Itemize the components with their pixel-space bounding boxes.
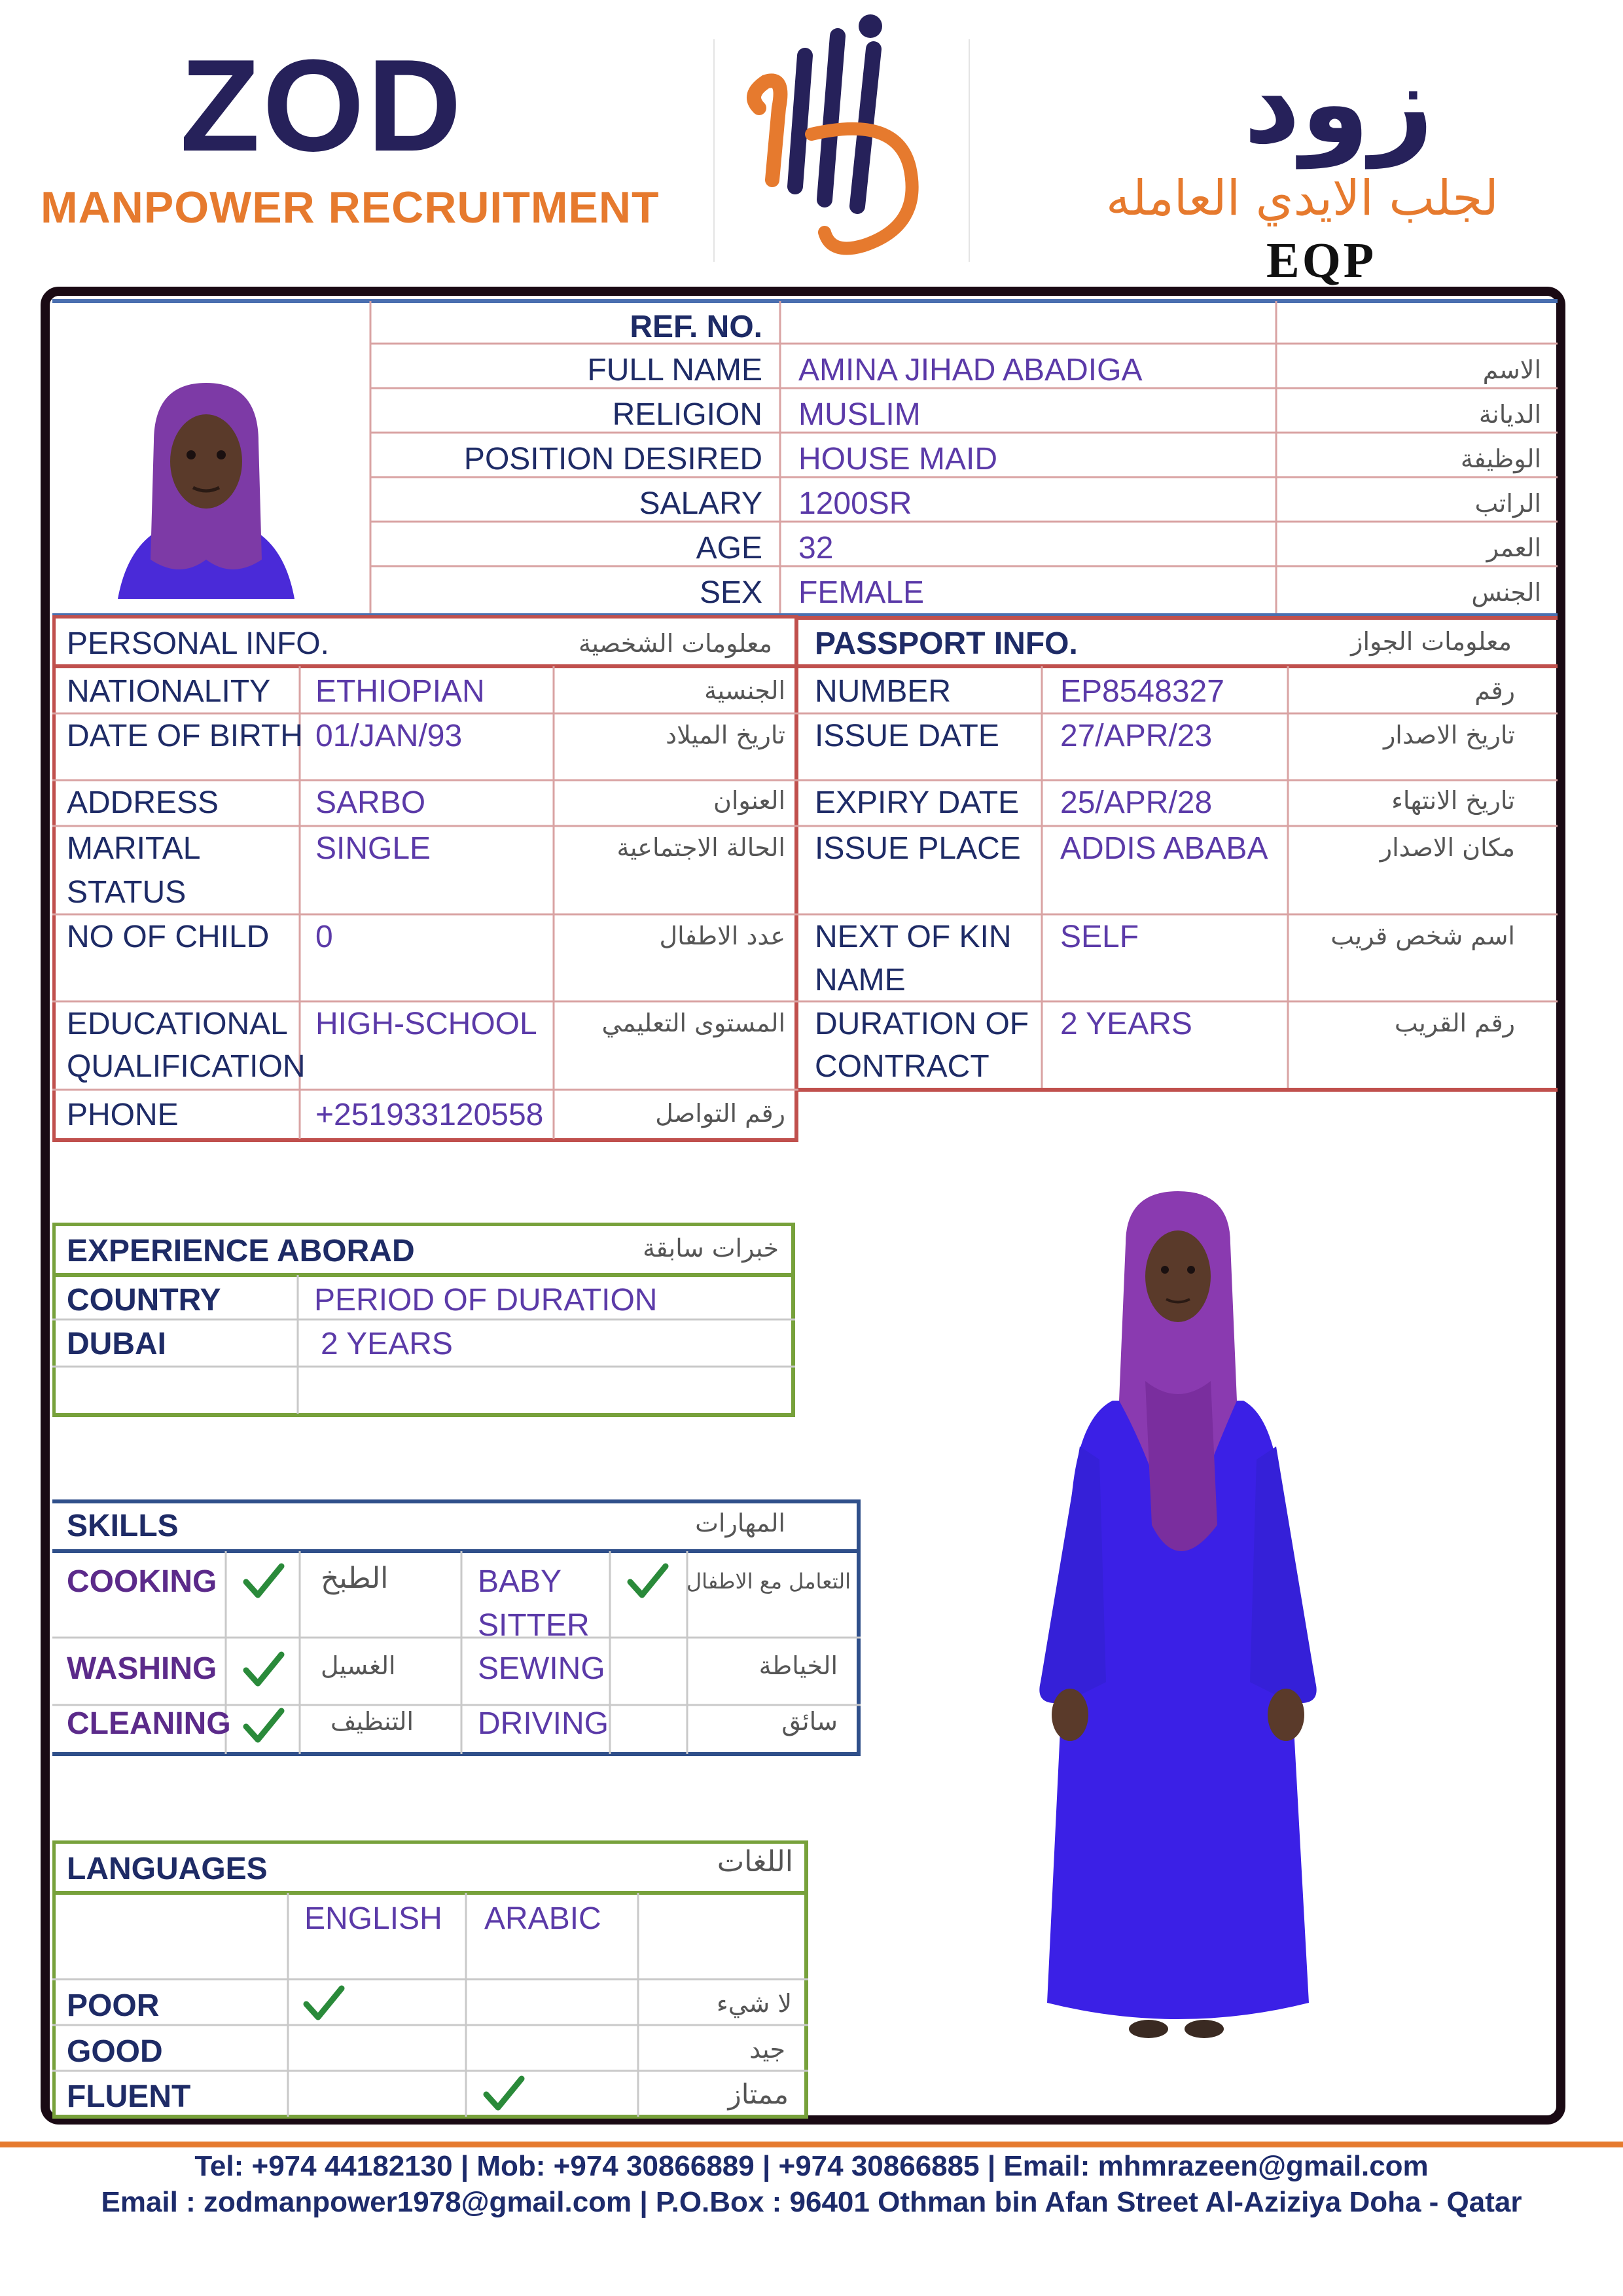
languages-col-arabic: ARABIC	[484, 1901, 601, 1936]
full-name-ar: الاسم	[1482, 355, 1541, 384]
level-fluent-ar: ممتاز	[728, 2078, 789, 2110]
skill-driving: DRIVING	[478, 1706, 609, 1741]
experience-country: DUBAI	[67, 1327, 166, 1361]
footer-address-line: Email : zodmanpower1978@gmail.com | P.O.Box : 96401 Othman bin Afan Street Al-Aziziya Doha - Qatar	[101, 2186, 1522, 2218]
skill-cooking-ar: الطبخ	[321, 1562, 389, 1595]
check-icon	[241, 1649, 287, 1689]
salary-label: SALARY	[639, 486, 762, 521]
skills-title-ar: المهارات	[695, 1509, 785, 1537]
full-name-value: AMINA JIHAD ABADIGA	[798, 353, 1143, 387]
sex-ar: الجنس	[1471, 578, 1541, 607]
header-divider	[969, 39, 970, 262]
check-icon	[241, 1706, 287, 1745]
skill-baby-sitter-2: SITTER	[478, 1608, 590, 1643]
skills-title: SKILLS	[67, 1509, 179, 1543]
expiry-date-value: 25/APR/28	[1060, 785, 1213, 820]
education-ar: المستوى التعليمي	[601, 1009, 785, 1037]
experience-title-ar: خبرات سابقة	[643, 1234, 779, 1263]
address-value: SARBO	[315, 785, 426, 820]
check-icon	[301, 1983, 347, 2022]
position-label: POSITION DESIRED	[463, 442, 762, 476]
dob-label: DATE OF BIRTH	[67, 719, 303, 753]
age-value: 32	[798, 531, 834, 565]
marital-label: MARITAL	[67, 831, 201, 866]
salary-value: 1200SR	[798, 486, 912, 521]
phone-value: +251933120558	[315, 1098, 544, 1132]
skill-sewing-ar: الخياطة	[758, 1651, 838, 1680]
skill-baby-sitter: BABY	[478, 1564, 562, 1599]
skill-cleaning-ar: التنظيف	[330, 1707, 414, 1736]
age-ar: العمر	[1486, 533, 1541, 562]
nationality-label: NATIONALITY	[67, 674, 271, 709]
logo-zod: ZOD	[180, 33, 465, 179]
full-name-label: FULL NAME	[587, 353, 762, 387]
passport-number-value: EP8548327	[1060, 674, 1224, 709]
education-label: EDUCATIONAL	[67, 1007, 288, 1041]
expiry-date-label: EXPIRY DATE	[815, 785, 1020, 820]
salary-ar: الراتب	[1474, 489, 1541, 518]
sex-label: SEX	[699, 575, 762, 610]
skill-washing-ar: الغسيل	[321, 1651, 396, 1680]
languages-col-english: ENGLISH	[304, 1901, 442, 1936]
age-label: AGE	[696, 531, 762, 565]
footer-contact-line: Tel: +974 44182130 | Mob: +974 30866889 | +974 30866885 | Email: mhmrazeen@gmail.com	[194, 2150, 1429, 2182]
contract-label-2: CONTRACT	[815, 1049, 990, 1084]
position-value: HOUSE MAID	[798, 442, 998, 476]
next-of-kin-label-2: NAME	[815, 963, 906, 997]
issue-date-value: 27/APR/23	[1060, 719, 1213, 753]
logo-eqp: EQP	[1266, 233, 1377, 288]
education-label-2: QUALIFICATION	[67, 1049, 306, 1084]
logo-arabic: زود	[1243, 39, 1434, 169]
phone-label: PHONE	[67, 1098, 179, 1132]
nationality-value: ETHIOPIAN	[315, 674, 485, 709]
brand-emblem-icon	[733, 10, 955, 259]
phone-ar: رقم التواصل	[655, 1099, 785, 1128]
languages-title-ar: اللغات	[717, 1845, 793, 1878]
footer-divider	[0, 2142, 1623, 2147]
issue-place-ar: مكان الاصدار	[1380, 833, 1515, 862]
religion-ar: الديانة	[1478, 400, 1541, 429]
passport-number-ar: رقم	[1474, 676, 1515, 705]
issue-place-label: ISSUE PLACE	[815, 831, 1021, 866]
skill-cleaning: CLEANING	[67, 1706, 231, 1741]
marital-label-2: STATUS	[67, 875, 187, 910]
position-ar: الوظيفة	[1460, 444, 1541, 473]
level-good: GOOD	[67, 2034, 163, 2069]
dob-value: 01/JAN/93	[315, 719, 463, 753]
issue-date-label: ISSUE DATE	[815, 719, 999, 753]
contract-ar: رقم القريب	[1394, 1009, 1515, 1037]
marital-value: SINGLE	[315, 831, 431, 866]
nationality-ar: الجنسية	[704, 676, 785, 705]
logo-arabic-subtitle: لجلب الايدي العامله	[1106, 170, 1499, 226]
dob-ar: تاريخ الميلاد	[666, 721, 785, 749]
contract-value: 2 YEARS	[1060, 1007, 1192, 1041]
next-of-kin-label: NEXT OF KIN	[815, 920, 1012, 954]
children-value: 0	[315, 920, 333, 954]
experience-col-country: COUNTRY	[67, 1283, 221, 1318]
experience-title: EXPERIENCE ABORAD	[67, 1234, 415, 1268]
skill-sewing: SEWING	[478, 1651, 605, 1686]
passport-title: PASSPORT INFO.	[815, 626, 1078, 661]
next-of-kin-ar: اسم شخص قريب	[1330, 922, 1515, 950]
level-poor: POOR	[67, 1988, 160, 2023]
full-body-photo	[1021, 1185, 1335, 2075]
check-icon	[241, 1561, 287, 1600]
ref-no-label: REF. NO.	[630, 310, 762, 344]
religion-value: MUSLIM	[798, 397, 921, 432]
passport-number-label: NUMBER	[815, 674, 952, 709]
level-poor-ar: لا شيء	[716, 1989, 792, 2018]
sex-value: FEMALE	[798, 575, 925, 610]
level-fluent: FLUENT	[67, 2079, 191, 2114]
passport-title-ar: معلومات الجواز	[1351, 627, 1512, 656]
next-of-kin-value: SELF	[1060, 920, 1139, 954]
address-ar: العنوان	[713, 786, 785, 815]
skill-baby-sitter-ar: التعامل مع الاطفال	[686, 1569, 851, 1594]
languages-title: LANGUAGES	[67, 1852, 268, 1886]
address-label: ADDRESS	[67, 785, 219, 820]
level-good-ar: جيد	[749, 2035, 785, 2064]
education-value: HIGH-SCHOOL	[315, 1007, 537, 1041]
skill-driving-ar: سائق	[781, 1707, 838, 1736]
children-ar: عدد الاطفال	[659, 922, 785, 950]
religion-label: RELIGION	[612, 397, 762, 432]
issue-date-ar: تاريخ الاصدار	[1383, 721, 1515, 749]
personal-title: PERSONAL INFO.	[67, 626, 329, 661]
expiry-date-ar: تاريخ الانتهاء	[1391, 786, 1515, 815]
contract-label: DURATION OF	[815, 1007, 1029, 1041]
marital-ar: الحالة الاجتماعية	[616, 833, 785, 862]
issue-place-value: ADDIS ABABA	[1060, 831, 1268, 866]
experience-col-period: PERIOD OF DURATION	[314, 1283, 658, 1318]
personal-title-ar: معلومات الشخصية	[578, 629, 772, 658]
experience-period: 2 YEARS	[321, 1327, 453, 1361]
children-label: NO OF CHILD	[67, 920, 270, 954]
skill-cooking: COOKING	[67, 1564, 217, 1599]
check-icon	[625, 1561, 671, 1600]
check-icon	[481, 2073, 527, 2113]
skill-washing: WASHING	[67, 1651, 217, 1686]
header-divider	[713, 39, 715, 262]
logo-subtitle: MANPOWER RECRUITMENT	[41, 183, 660, 232]
